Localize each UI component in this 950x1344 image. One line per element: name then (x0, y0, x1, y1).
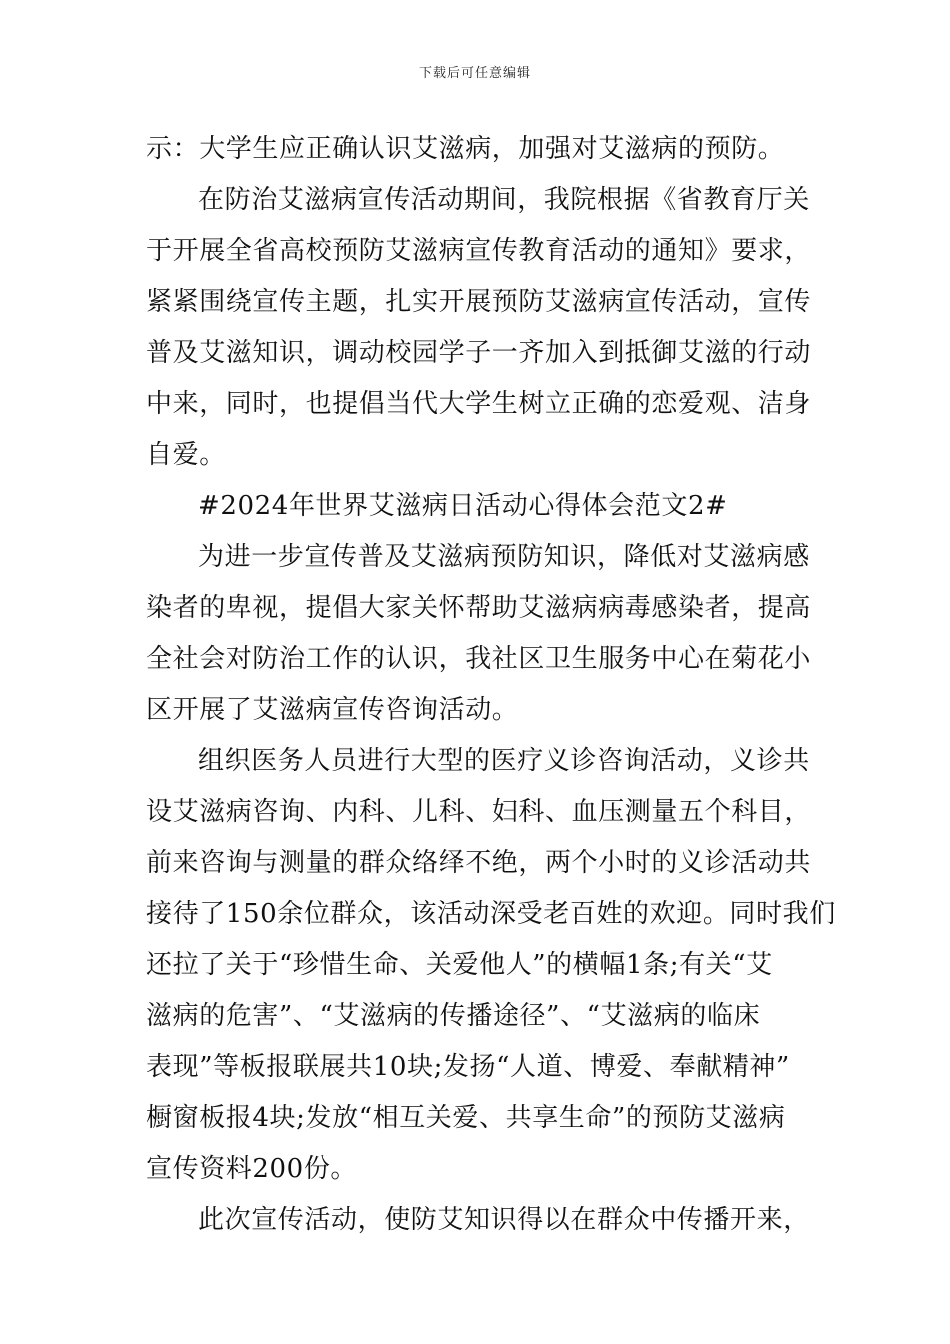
text-line: 还拉了关于“珍惜生命、关爱他人”的横幅1条;有关“艾 (146, 950, 773, 980)
text-line: 染者的卑视，提倡大家关怀帮助艾滋病病毒感染者，提高 (146, 593, 812, 623)
text-line: 紧紧围绕宣传主题，扎实开展预防艾滋病宣传活动，宣传 (146, 287, 812, 317)
paragraph-start-line: 组织医务人员进行大型的医疗义诊咨询活动，义诊共 (198, 746, 810, 776)
text-line: 设艾滋病咨询、内科、儿科、妇科、血压测量五个科目， (146, 797, 812, 827)
document-body (146, 124, 836, 1246)
text-line: 示：大学生应正确认识艾滋病，加强对艾滋病的预防。 (146, 134, 785, 164)
text-line: 于开展全省高校预防艾滋病宣传教育活动的通知》要求， (146, 236, 812, 266)
text-line: 表现”等板报联展共10块;发扬“人道、博爱、奉献精神” (146, 1052, 790, 1082)
text-line: 普及艾滋知识，调动校园学子一齐加入到抵御艾滋的行动 (146, 338, 812, 368)
paragraph-start-line: 在防治艾滋病宣传活动期间，我院根据《省教育厅关 (198, 185, 810, 215)
paragraph-start-line: 此次宣传活动，使防艾知识得以在群众中传播开来， (198, 1205, 810, 1235)
section-heading: #2024年世界艾滋病日活动心得体会范文2# (198, 491, 728, 521)
text-line: 橱窗板报4块;发放“相互关爱、共享生命”的预防艾滋病 (146, 1103, 786, 1133)
text-line: 中来，同时，也提倡当代大学生树立正确的恋爱观、洁身 (146, 389, 812, 419)
page-header: 下载后可任意编辑 (418, 66, 531, 81)
text-line: 滋病的危害”、“艾滋病的传播途径”、“艾滋病的临床 (146, 1001, 761, 1031)
text-line: 接待了150余位群众，该活动深受老百姓的欢迎。同时我们 (146, 899, 836, 929)
text-line: 全社会对防治工作的认识，我社区卫生服务中心在菊花小 (146, 644, 812, 674)
text-line: 前来咨询与测量的群众络绎不绝，两个小时的义诊活动共 (146, 848, 812, 878)
text-line: 自爱。 (146, 440, 226, 470)
text-line: 区开展了艾滋病宣传咨询活动。 (146, 695, 519, 725)
paragraph-start-line: 为进一步宣传普及艾滋病预防知识，降低对艾滋病感 (198, 542, 810, 572)
text-line: 宣传资料200份。 (146, 1154, 358, 1184)
